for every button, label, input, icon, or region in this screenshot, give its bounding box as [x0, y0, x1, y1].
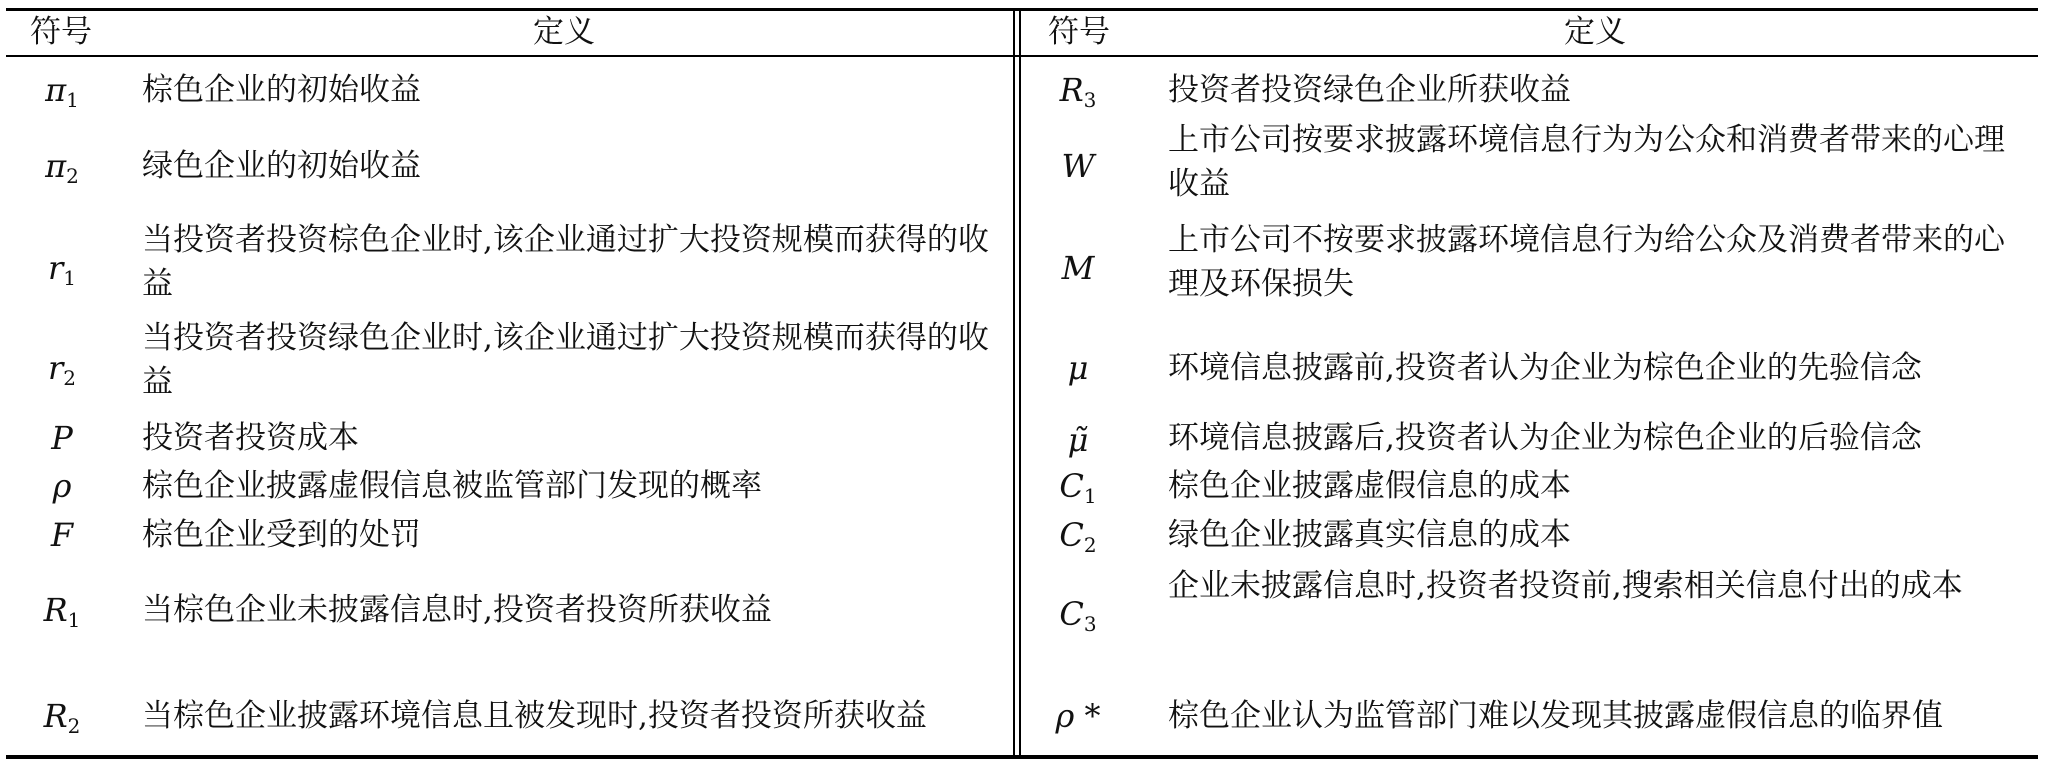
header-symbol-left: 符号: [30, 14, 92, 50]
left-definition-f: 棕色企业受到的处罚: [142, 517, 421, 553]
right-symbol-c2: [1038, 513, 1118, 567]
left-symbol-base: F: [50, 516, 74, 554]
left-symbol-r1: [22, 246, 102, 300]
left-symbol-r2: [22, 346, 102, 400]
header-symbol-right: 符号: [1048, 14, 1110, 50]
right-definition-c2: 绿色企业披露真实信息的成本: [1168, 517, 1571, 553]
left-symbol-base: R: [43, 697, 68, 735]
right-symbol-base: M: [1061, 249, 1095, 287]
right-symbol-m: [1038, 246, 1118, 300]
left-symbol-base: π: [45, 71, 67, 109]
top-rule: [6, 8, 2038, 11]
left-definition-pi2: 绿色企业的初始收益: [142, 148, 421, 184]
left-symbol-base: π: [45, 147, 67, 185]
right-symbol-c3: [1038, 592, 1118, 646]
left-symbol-sub: 1: [66, 88, 79, 112]
left-definition-rho: 棕色企业披露虚假信息被监管部门发现的概率: [142, 468, 762, 504]
symbol-definition-table: [6, 8, 2038, 760]
left-symbol-sub: 2: [67, 714, 81, 738]
right-symbol-w: [1038, 144, 1118, 198]
right-symbol-base: C: [1059, 467, 1084, 505]
left-symbol-base: R: [43, 591, 68, 629]
right-symbol-base: μ: [1067, 349, 1089, 387]
left-symbol-base: r: [47, 249, 64, 287]
right-symbol-r3: [1038, 68, 1118, 122]
left-symbol-sub: 1: [67, 608, 81, 632]
left-symbol-base: r: [47, 349, 64, 387]
left-symbol-pi1: [22, 68, 102, 122]
right-definition-mu-tilde: 环境信息披露后,投资者认为企业为棕色企业的后验信念: [1168, 420, 1922, 456]
right-symbol-rho-star: [1038, 694, 1118, 748]
right-symbol-sub: 3: [1083, 612, 1097, 636]
right-symbol-base: W: [1061, 147, 1095, 185]
header-definition-left: 定义: [533, 14, 595, 50]
left-symbol-sub: 2: [63, 366, 77, 390]
left-definition-p: 投资者投资成本: [142, 420, 359, 456]
center-divider-left: [1013, 8, 1015, 759]
left-symbol-sub: 1: [63, 266, 77, 290]
right-symbol-mu: [1038, 346, 1118, 400]
left-symbol-r1-cap: [22, 588, 102, 642]
right-definition-c3: 企业未披露信息时,投资者投资前,搜索相关信息付出的成本: [1168, 568, 1963, 604]
right-symbol-base: R: [1059, 71, 1084, 109]
right-symbol-base: ρ *: [1055, 697, 1101, 735]
right-symbol-c1: [1038, 464, 1118, 518]
left-symbol-sub: 2: [66, 164, 79, 188]
right-symbol-sub: 2: [1083, 533, 1097, 557]
left-definition-r2-cap: 当棕色企业披露环境信息且被发现时,投资者投资所获收益: [142, 698, 927, 734]
left-symbol-rho: [22, 464, 102, 518]
left-symbol-base: P: [51, 419, 73, 457]
right-definition-r3: 投资者投资绿色企业所获收益: [1168, 72, 1571, 108]
right-symbol-sub: 3: [1083, 88, 1097, 112]
left-symbol-f: [22, 513, 102, 567]
right-definition-m: 上市公司不按要求披露环境信息行为给公众及消费者带来的心理及环保损失: [1168, 222, 2005, 302]
right-symbol-sub: 1: [1083, 484, 1097, 508]
left-symbol-r2-cap: [22, 694, 102, 748]
left-definition-pi1: 棕色企业的初始收益: [142, 72, 421, 108]
center-divider-right: [1019, 8, 1021, 759]
left-definition-r1: 当投资者投资棕色企业时,该企业通过扩大投资规模而获得的收益: [142, 222, 989, 302]
bottom-rule: [6, 755, 2038, 759]
left-symbol-base: ρ: [52, 467, 72, 505]
left-symbol-p: [22, 416, 102, 470]
right-definition-w: 上市公司按要求披露环境信息行为为公众和消费者带来的心理收益: [1168, 122, 2005, 202]
header-rule: [6, 55, 2038, 57]
header-definition-right: 定义: [1564, 14, 1626, 50]
right-definition-c1: 棕色企业披露虚假信息的成本: [1168, 468, 1571, 504]
left-definition-r2: 当投资者投资绿色企业时,该企业通过扩大投资规模而获得的收益: [142, 320, 989, 400]
left-definition-r1-cap: 当棕色企业未披露信息时,投资者投资所获收益: [142, 592, 772, 628]
right-symbol-base: μ̃: [1067, 421, 1089, 459]
right-definition-rho-star: 棕色企业认为监管部门难以发现其披露虚假信息的临界值: [1168, 698, 1943, 734]
right-definition-mu: 环境信息披露前,投资者认为企业为棕色企业的先验信念: [1168, 350, 1922, 386]
left-symbol-pi2: [22, 144, 102, 198]
right-symbol-base: C: [1059, 516, 1084, 554]
right-symbol-base: C: [1059, 595, 1084, 633]
